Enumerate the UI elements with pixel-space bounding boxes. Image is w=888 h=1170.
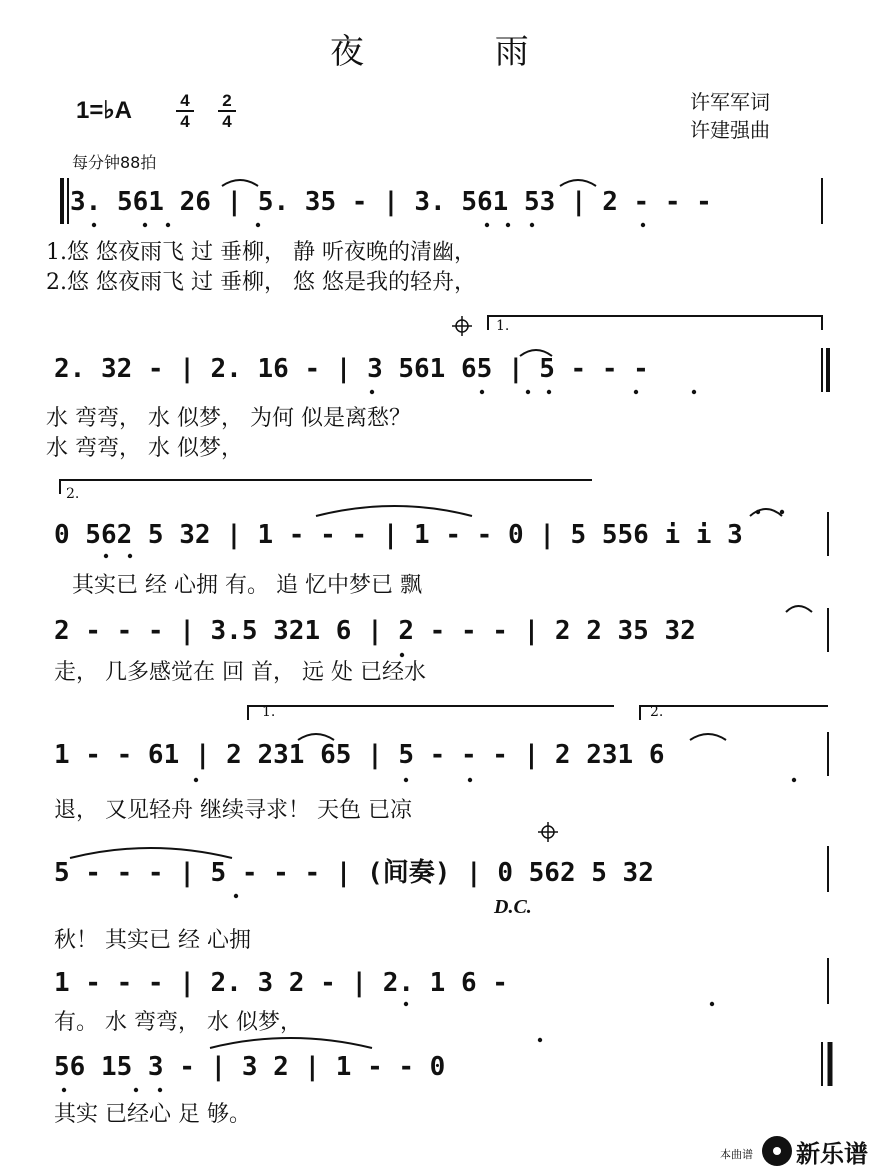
ending-2-label: 2. bbox=[66, 486, 80, 502]
da-capo-marking: D.C. bbox=[494, 896, 532, 918]
key-signature: 1=♭A bbox=[76, 97, 133, 124]
notation-row-3: 0 562 5 32 | 1 - - - | 1 - - 0 | 5 556 i i 3 bbox=[54, 520, 743, 550]
lyrics-row-2-verse-2: 水 弯弯， 水 似梦， bbox=[46, 436, 243, 461]
lyrics-row-2-verse-1: 水 弯弯， 水 似梦， 为何 似是离愁？ bbox=[46, 406, 411, 431]
tie-row-2 bbox=[520, 350, 552, 356]
lyrics-row-4: 走， 几多感觉在 回 首， 远 处 已经水 bbox=[54, 660, 426, 685]
tempo-marking: 每分钟88拍 bbox=[72, 153, 157, 172]
lyrics-row-7: 有。 水 弯弯， 水 似梦， bbox=[54, 1010, 302, 1035]
time-signature-numerator: 2 bbox=[222, 91, 232, 110]
notation-row-7: 1 - - - | 2. 3 2 - | 2. 1 6 - bbox=[54, 968, 508, 998]
tie-row-4 bbox=[786, 606, 812, 612]
volta-1-bracket-row-5 bbox=[248, 706, 614, 720]
tie-row-6 bbox=[70, 848, 232, 858]
composer-credit: 许建强曲 bbox=[690, 118, 770, 142]
time-signature-denominator: 4 bbox=[222, 112, 232, 131]
notation-row-5: 1 - - 61 | 2 231 65 | 5 - - - | 2 231 6 bbox=[54, 740, 665, 770]
volta-1-bracket bbox=[488, 316, 822, 330]
tie-row-8 bbox=[210, 1038, 372, 1048]
logo-text: 新乐谱 bbox=[796, 1140, 868, 1168]
notation-row-1: 3. 561 26 | 5. 35 - | 3. 561 53 | 2 - - - bbox=[70, 187, 712, 217]
ending-1-label-row-5: 1. bbox=[262, 704, 276, 720]
tie-row-3-short bbox=[750, 509, 782, 516]
lyrics-row-3: 其实已 经 心拥 有。 追 忆中梦已 飘 bbox=[72, 573, 422, 598]
tie-row-5-b bbox=[690, 734, 726, 740]
time-signature-numerator: 4 bbox=[180, 91, 190, 110]
tie-row-3-long bbox=[316, 506, 472, 516]
lyrics-row-5: 退， 又见轻舟 继续寻求！ 天色 已凉 bbox=[54, 798, 412, 823]
volta-2-bracket-row-5 bbox=[640, 706, 828, 720]
notation-row-8: 56 15 3 - | 3 2 | 1 - - 0 bbox=[54, 1052, 446, 1082]
ending-2-label-row-5: 2. bbox=[650, 704, 664, 720]
lyrics-row-6: 秋！ 其实已 经 心拥 bbox=[54, 928, 251, 953]
lyrics-row-1-verse-2: 2.悠 悠夜雨飞 过 垂柳， 悠 悠是我的轻舟， bbox=[46, 270, 476, 295]
lyrics-row-1-verse-1: 1.悠 悠夜雨飞 过 垂柳， 静 听夜晚的清幽， bbox=[46, 240, 476, 265]
tie-row-1-b bbox=[560, 180, 596, 186]
tie-row-5-a bbox=[298, 734, 334, 740]
lyricist-credit: 许军军词 bbox=[690, 90, 770, 114]
watermark-small-text: 本曲谱 bbox=[720, 1148, 753, 1161]
volta-2-bracket bbox=[60, 480, 592, 494]
ending-1-label: 1. bbox=[496, 318, 510, 334]
notation-row-6: 5 - - - | 5 - - - | (间奏) | 0 562 5 32 bbox=[54, 858, 654, 888]
notation-row-2: 2. 32 - | 2. 16 - | 3 561 65 | 5 - - - bbox=[54, 354, 649, 384]
notation-row-4: 2 - - - | 3.5 321 6 | 2 - - - | 2 2 35 32 bbox=[54, 616, 696, 646]
tie-row-1-a bbox=[222, 180, 258, 186]
time-signature-denominator: 4 bbox=[180, 112, 190, 131]
song-title: 夜 雨 bbox=[330, 32, 589, 72]
lyrics-row-8: 其实 已经心 足 够。 bbox=[54, 1102, 251, 1127]
logo-disc-icon bbox=[762, 1136, 792, 1166]
